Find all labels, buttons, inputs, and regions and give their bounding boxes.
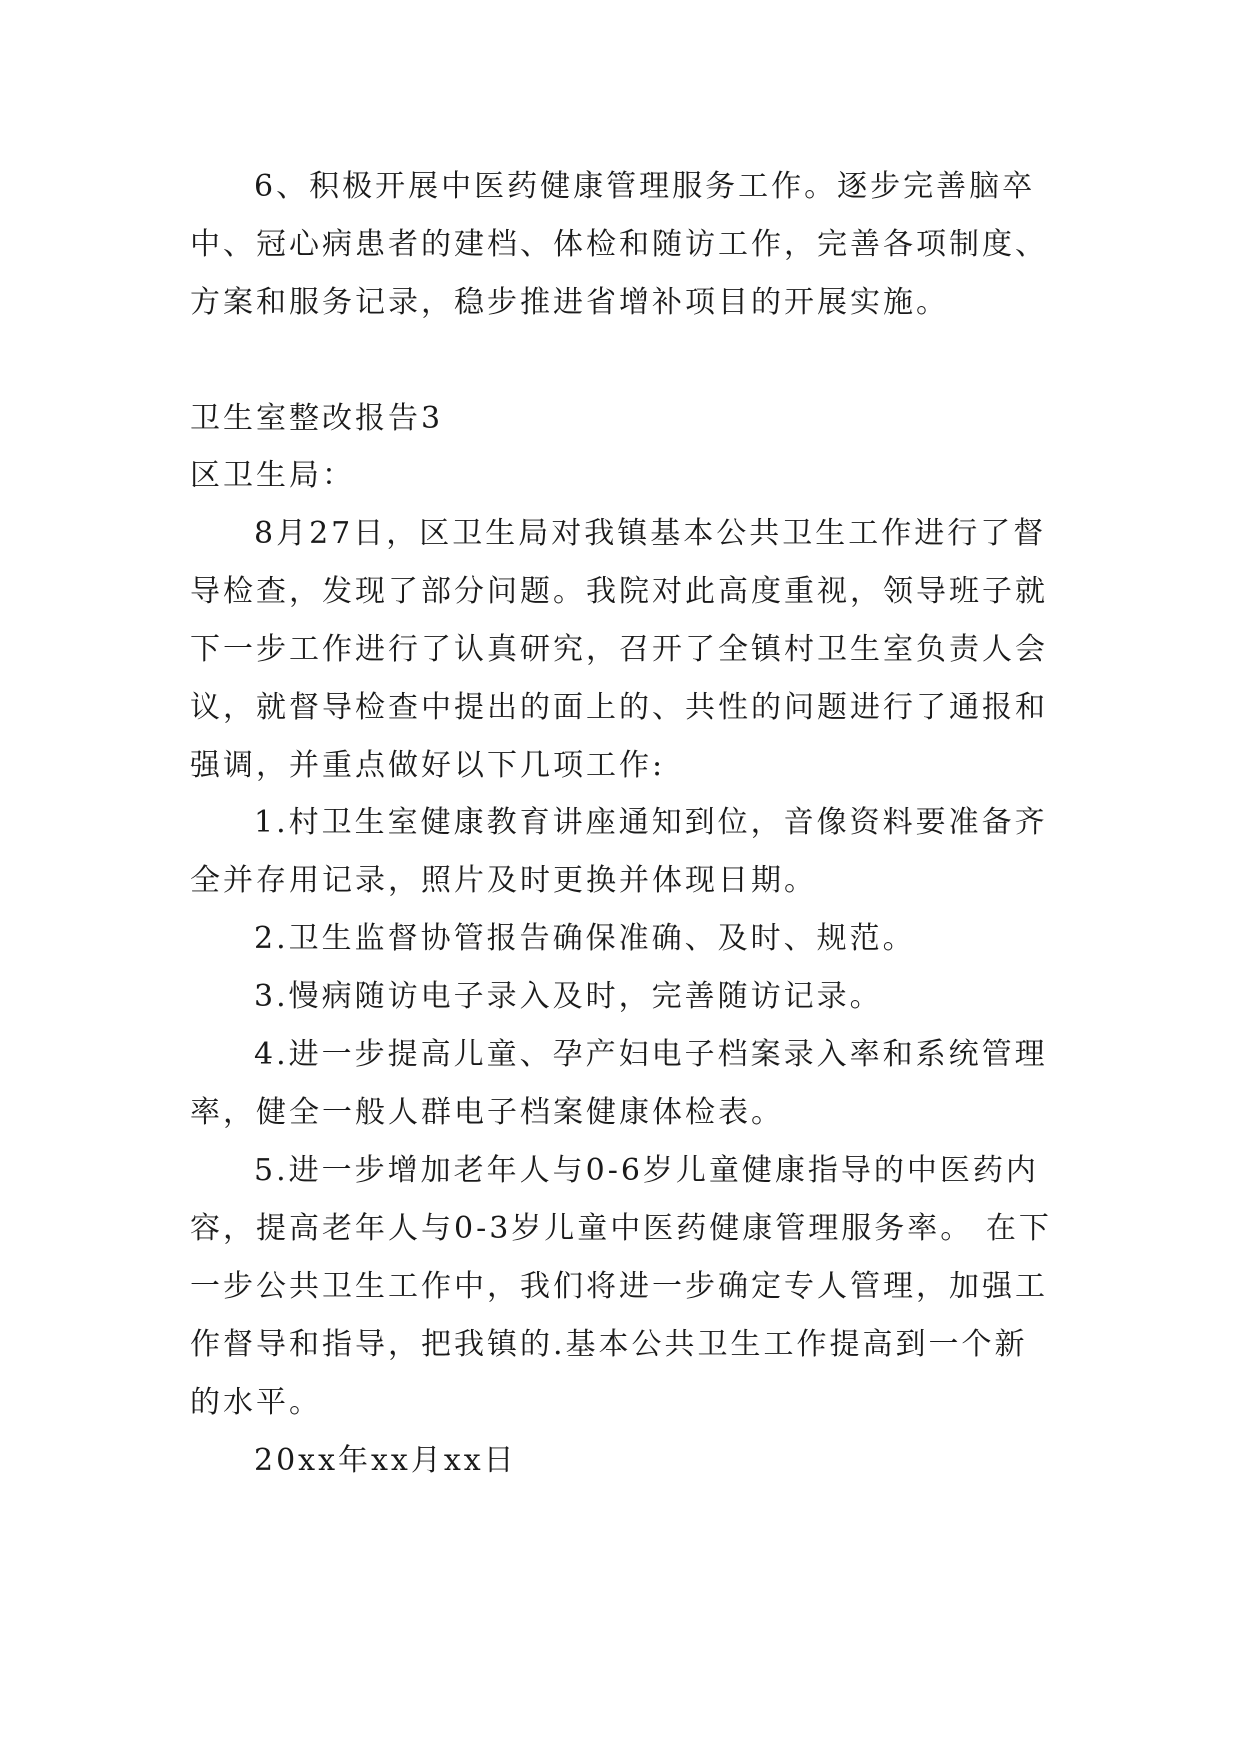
paragraph-intro: 8月27日，区卫生局对我镇基本公共卫生工作进行了督导检查，发现了部分问题。我院对此高度重视，领导班子就下一步工作进行了认真研究，召开了全镇村卫生室负责人会议，就督导检查中提出的面上的、共性的问题进行了通报和强调，并重点做好以下几项工作: [190,516,1048,783]
report-date: 20xx年xx月xx日 [254,1443,517,1478]
paragraph-item-6: 6、积极开展中医药健康管理服务工作。逐步完善脑卒中、冠心病患者的建档、体检和随访工作，完善各项制度、方案和服务记录，稳步推进省增补项目的开展实施。 [190,169,1048,320]
report-title: 卫生室整改报告3 [190,401,444,436]
addressee: 区卫生局： [190,458,355,493]
list-item-1: 1.村卫生室健康教育讲座通知到位，音像资料要准备齐全并存用记录，照片及时更换并体现日期。 [190,805,1048,898]
list-item-4: 4.进一步提高儿童、孕产妇电子档案录入率和系统管理率，健全一般人群电子档案健康体检表。 [190,1037,1048,1130]
list-item-5: 5.进一步增加老年人与0-6岁儿童健康指导的中医药内容，提高老年人与0-3岁儿童中医药健康管理服务率。 在下一步公共卫生工作中，我们将进一步确定专人管理，加强工作督导和指导，把我镇的.基本公共卫生工作提高到一个新的水平。 [190,1153,1052,1420]
list-item-2: 2.卫生监督协管报告确保准确、及时、规范。 [254,921,916,956]
list-item-3: 3.慢病随访电子录入及时，完善随访记录。 [254,979,883,1014]
